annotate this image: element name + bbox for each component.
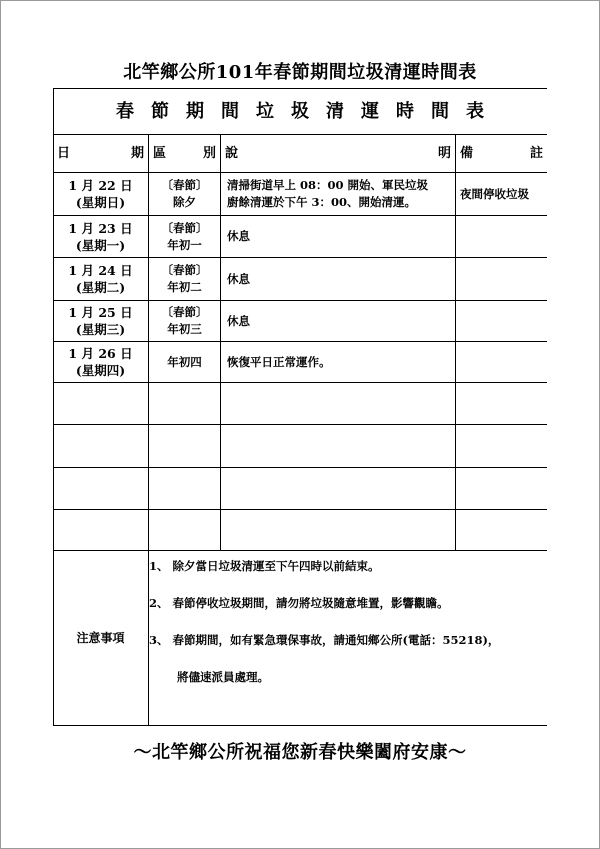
row-4-segment bbox=[149, 301, 220, 341]
row-3-remark bbox=[456, 258, 547, 300]
header-date-char-1: 日 bbox=[57, 146, 71, 161]
document-title: 北竿鄉公所101年春節期間垃圾清運時間表 bbox=[123, 62, 477, 83]
date-text: 1 月 25 日 bbox=[68, 305, 133, 320]
description-line-2: 廚餘清運於下午 3：00、開始清運。 bbox=[227, 195, 417, 209]
description-line-1: 清掃街道早上 08：00 開始、軍民垃圾 bbox=[227, 178, 429, 192]
row-1-segment bbox=[149, 173, 220, 215]
row-3-date bbox=[53, 258, 148, 300]
header-segment-char-2: 別 bbox=[202, 146, 216, 161]
schedule-table bbox=[53, 88, 547, 726]
row-2-segment bbox=[149, 216, 220, 257]
row-1-description bbox=[221, 173, 455, 215]
footer-greeting: ～北竿鄉公所祝福您新春快樂闔府安康～ bbox=[133, 742, 467, 763]
table-rule bbox=[53, 467, 547, 468]
row-3-description: 休息 bbox=[227, 271, 250, 286]
header-description-char-2: 明 bbox=[437, 146, 451, 161]
row-5-remark bbox=[456, 342, 547, 382]
segment-tag: 〔春節〕 bbox=[161, 220, 208, 235]
header-remarks bbox=[456, 135, 547, 172]
row-5-segment bbox=[149, 342, 220, 382]
date-text: 1 月 23 日 bbox=[68, 220, 133, 236]
note-item-2: 2、 春節停收垃圾期間，請勿將垃圾隨意堆置，影響觀瞻。 bbox=[149, 596, 449, 610]
row-4-date bbox=[53, 301, 148, 341]
header-description bbox=[221, 135, 455, 172]
row-1-remark: 夜間停收垃圾 bbox=[460, 186, 529, 201]
header-remarks-char-1: 備 bbox=[460, 146, 474, 161]
weekday-text: (星期四) bbox=[75, 363, 126, 378]
note-item-1: 1、 除夕當日垃圾清運至下午四時以前結束。 bbox=[149, 559, 380, 573]
row-5-date bbox=[53, 342, 148, 382]
header-segment bbox=[149, 135, 220, 172]
segment-tag: 〔春節〕 bbox=[161, 178, 208, 192]
segment-tag: 〔春節〕 bbox=[161, 263, 208, 277]
header-remarks-char-2: 註 bbox=[529, 146, 543, 161]
row-4-remark bbox=[456, 301, 547, 341]
row-4-description: 休息 bbox=[227, 313, 250, 328]
segment-name: 年初一 bbox=[167, 237, 202, 252]
table-rule bbox=[53, 424, 547, 425]
notes-label: 注意事項 bbox=[76, 630, 125, 645]
header-segment-char-1: 區 bbox=[153, 146, 167, 161]
row-1-date bbox=[53, 173, 148, 215]
date-text: 1 月 26 日 bbox=[68, 346, 133, 361]
row-5-description: 恢復平日正常運作。 bbox=[227, 354, 331, 369]
header-date bbox=[53, 135, 148, 172]
row-2-description: 休息 bbox=[227, 229, 250, 243]
segment-name: 年初四 bbox=[167, 354, 202, 369]
table-title: 春節期間垃圾清運時間表 bbox=[116, 100, 501, 122]
row-2-date bbox=[53, 216, 148, 257]
weekday-text: (星期二) bbox=[75, 280, 126, 295]
segment-name: 年初二 bbox=[167, 280, 202, 294]
weekday-text: (星期日) bbox=[75, 195, 126, 210]
table-rule bbox=[53, 509, 547, 510]
weekday-text: (星期一) bbox=[75, 237, 126, 253]
note-item-3-continued: 將儘速派員處理。 bbox=[177, 670, 269, 684]
row-2-remark bbox=[456, 216, 547, 257]
segment-name: 除夕 bbox=[173, 195, 196, 209]
weekday-text: (星期三) bbox=[75, 322, 126, 337]
table-rule bbox=[53, 382, 547, 383]
header-description-char-1: 說 bbox=[225, 146, 239, 161]
note-item-3: 3、 春節期間，如有緊急環保事故，請通知鄉公所(電話：55218)， bbox=[149, 633, 500, 647]
date-text: 1 月 24 日 bbox=[68, 263, 133, 278]
segment-tag: 〔春節〕 bbox=[161, 305, 208, 319]
row-3-segment bbox=[149, 258, 220, 300]
header-date-char-2: 期 bbox=[130, 146, 144, 161]
date-text: 1 月 22 日 bbox=[68, 178, 133, 193]
table-border-bottom bbox=[53, 725, 547, 726]
segment-name: 年初三 bbox=[167, 322, 202, 336]
